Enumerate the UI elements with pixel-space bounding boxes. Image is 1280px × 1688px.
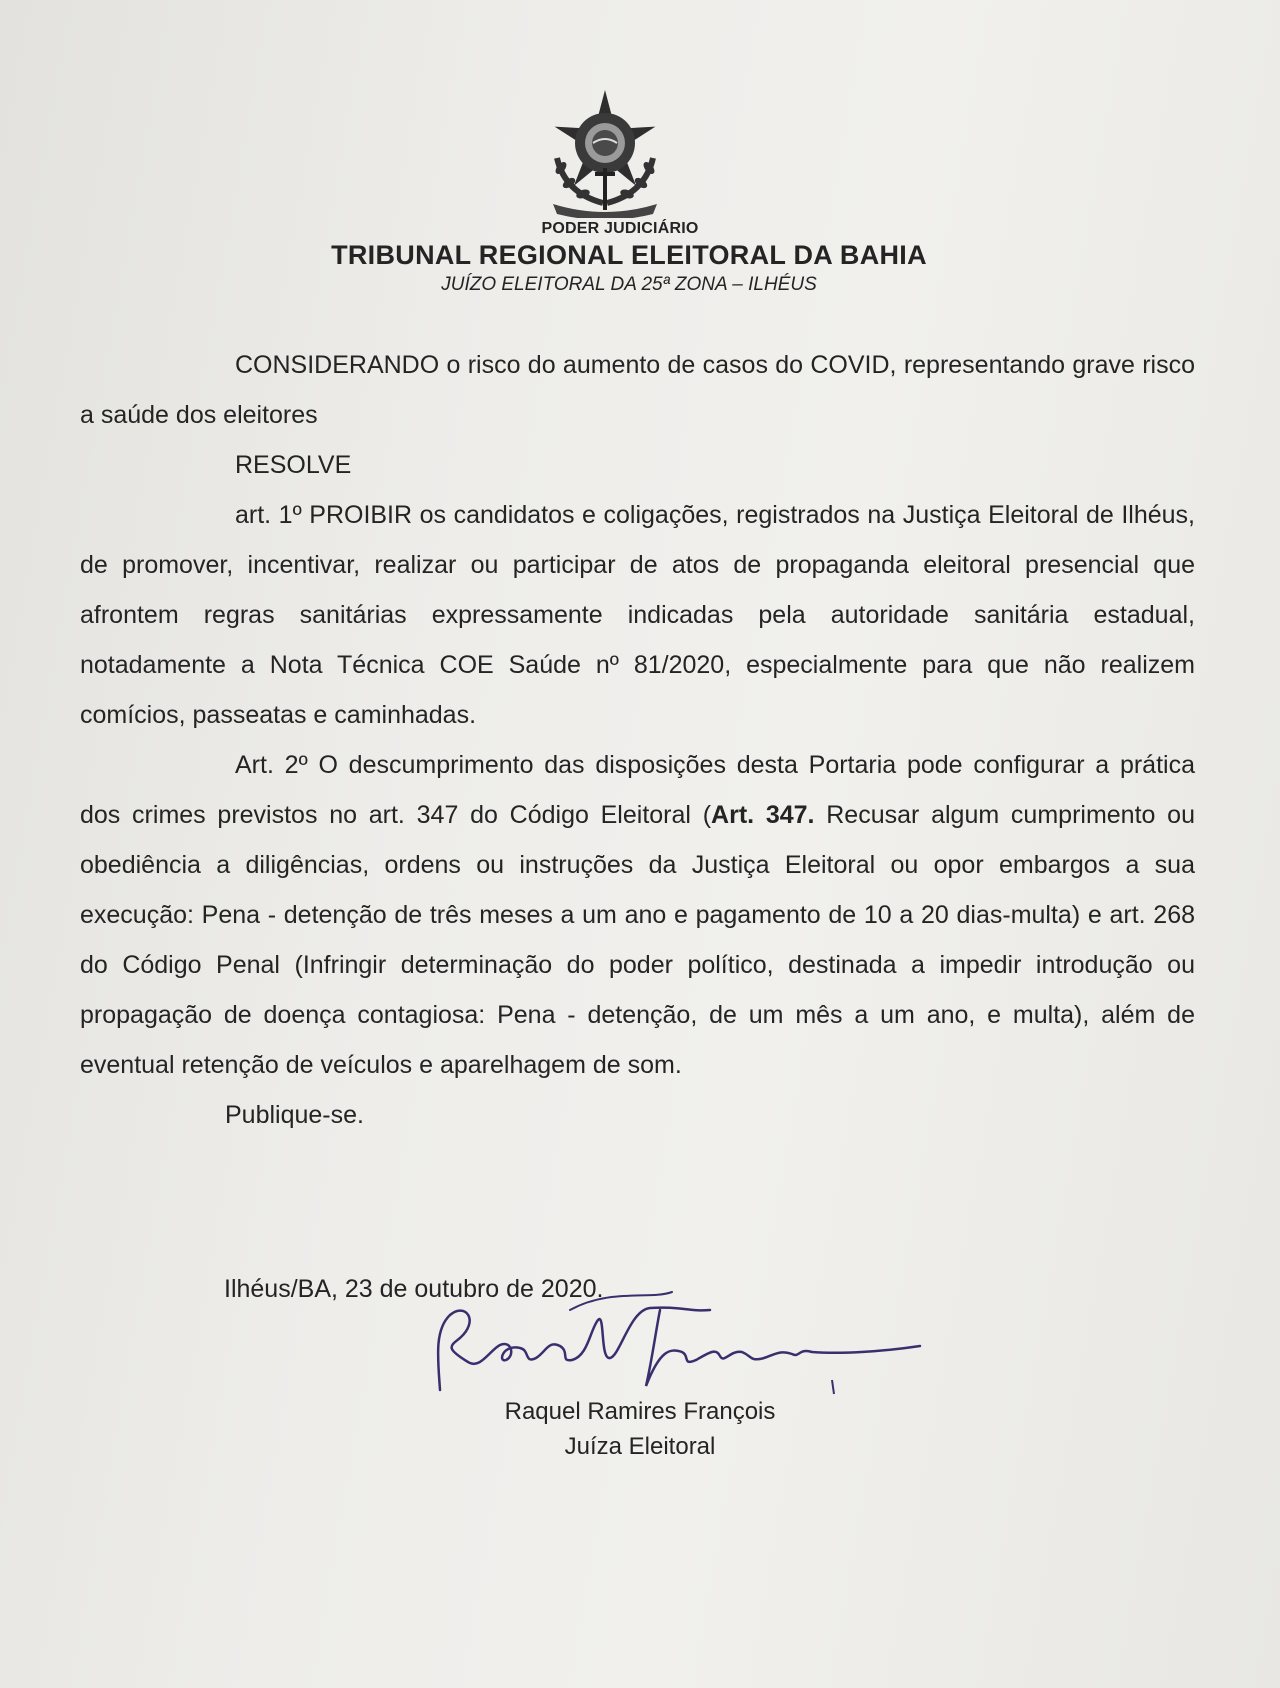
article-1-paragraph: art. 1º PROIBIR os candidatos e coligações, registrados na Justiça Eleitoral de Ilhéus, de promover, incentivar, realizar ou participar de atos de propaganda eleitoral presencial que afrontem regras sanitárias expressamente indicadas pela autoridade sanitária estadual, notadamente a Nota Técnica COE Saúde nº 81/2020, especialmente para que não realizem comícios, passeatas e caminhadas.: [80, 501, 1195, 729]
signer-role: Juíza Eleitoral: [564, 1433, 716, 1460]
article-2-paragraph: [80, 740, 1195, 1090]
document-body: [80, 340, 1195, 1140]
resolve-heading: RESOLVE: [235, 451, 352, 479]
article-2-text-end: Recusar algum cumprimento ou obediência a diligências, ordens ou instruções da Justiça Eleitoral ou opor embargos a sua execução: Pena - detenção de três meses a um ano e pagamento de 10 a 20 dias-multa) e art. 268 do Código Penal (Infringir determinação do poder político, destinada a impedir introdução ou propagação de doença contagiosa: Pena - detenção, de um mês a um ano, e multa), além de eventual retenção de veículos e aparelhagem de som.: [80, 801, 1195, 1079]
header-tribunal-name: TRIBUNAL REGIONAL ELEITORAL DA BAHIA: [331, 240, 927, 270]
header-juizo-eleitoral: JUÍZO ELEITORAL DA 25ª ZONA – ILHÉUS: [441, 274, 817, 295]
brazil-coat-of-arms-icon: [535, 88, 675, 218]
header-poder-judiciario: PODER JUDICIÁRIO: [541, 220, 699, 237]
article-347-label: Art. 347.: [711, 801, 815, 829]
publique-se-line: Publique-se.: [225, 1101, 364, 1129]
place-and-date: Ilhéus/BA, 23 de outubro de 2020.: [224, 1275, 604, 1303]
signer-name: Raquel Ramires François: [504, 1398, 776, 1425]
considerando-paragraph: CONSIDERANDO o risco do aumento de casos do COVID, representando grave risco a saúde dos eleitores: [80, 351, 1195, 429]
handwritten-signature: [420, 1290, 940, 1410]
article-2-text-start: Art. 2º O descumprimento das disposições desta Portaria pode configurar a prática dos crimes previstos no art. 347 do Código Eleitoral (: [80, 751, 1195, 829]
